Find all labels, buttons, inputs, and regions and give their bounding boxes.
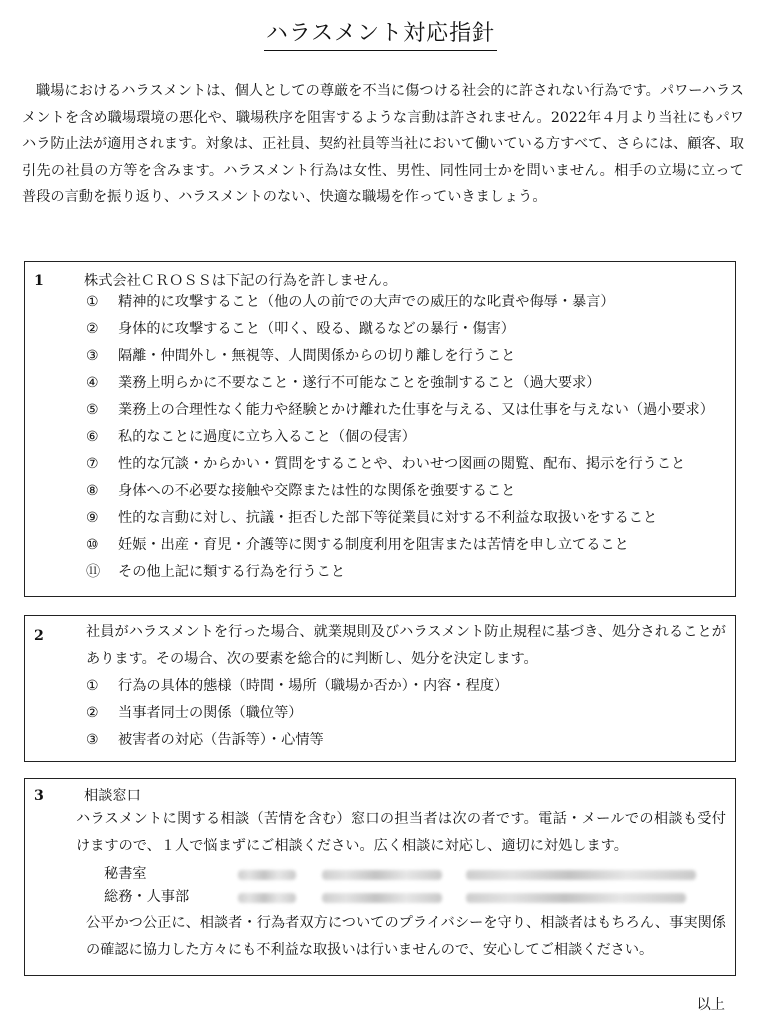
redacted-name: [238, 870, 296, 880]
list-item: [86, 505, 753, 532]
contact-row: [104, 864, 704, 884]
section-2-number: 2: [34, 628, 44, 644]
contact-row: [104, 887, 704, 907]
item-text: 当事者同士の関係（職位等）: [118, 705, 303, 721]
section-1-number: 1: [34, 273, 44, 289]
item-marker: ①: [86, 294, 99, 310]
item-text: 行為の具体的態様（時間・場所（職場か否か）・内容・程度）: [118, 678, 509, 694]
end-mark: 以上: [696, 997, 725, 1013]
item-text: 性的な冗談・からかい・質問をすることや、わいせつ図画の閲覧、配布、掲示を行うこと: [118, 456, 686, 472]
item-text: その他上記に類する行為を行うこと: [118, 564, 346, 580]
list-item: [86, 673, 753, 700]
item-marker: ④: [86, 375, 99, 391]
item-text: 隔離・仲間外し・無視等、人間関係からの切り離しを行うこと: [118, 348, 516, 364]
item-text: 精神的に攻撃すること（他の人の前での大声での威圧的な叱責や侮辱・暴言）: [118, 294, 615, 310]
item-marker: ⑤: [86, 402, 99, 418]
list-item: [86, 370, 753, 397]
contact-dept: 秘書室: [104, 866, 147, 882]
item-marker: ⑩: [86, 537, 99, 553]
section-1-heading: [34, 271, 397, 291]
section-3-heading-text: 相談窓口: [84, 788, 141, 804]
item-marker: ③: [86, 348, 99, 364]
section-2-heading: 社員がハラスメントを行った場合、就業規則及びハラスメント防止規程に基づき、処分されることがあります。その場合、次の要素を総合的に判断し、処分を決定します。: [86, 624, 726, 667]
list-item: [86, 478, 753, 505]
item-marker: ⑨: [86, 510, 99, 526]
item-text: 性的な言動に対し、抗議・拒否した部下等従業員に対する不利益な取扱いをすること: [118, 510, 658, 526]
contact-dept: 総務・人事部: [104, 889, 190, 905]
redacted-email: [466, 893, 686, 903]
item-marker: ⑦: [86, 456, 99, 472]
list-item: [86, 700, 753, 727]
item-text: 妊娠・出産・育児・介護等に関する制度利用を阻害または苦情を申し立てること: [118, 537, 629, 553]
item-text: 被害者の対応（告訴等）・心情等: [118, 732, 324, 748]
list-item: [86, 316, 753, 343]
item-text: 身体への不必要な接触や交際または性的な関係を強要すること: [118, 483, 516, 499]
list-item: [86, 559, 753, 586]
document-title: [0, 16, 761, 51]
list-item: [86, 532, 753, 559]
redacted-email: [466, 870, 696, 880]
section-3-body: ハラスメントに関する相談（苦情を含む）窓口の担当者は次の者です。電話・メールでの相談も受付けますので、１人で悩まずにご相談ください。広く相談に対応し、適切に対処します。: [76, 811, 726, 854]
list-item: [86, 397, 753, 424]
section-1-heading-text: 株式会社ＣＲＯＳＳは下記の行為を許しません。: [84, 273, 397, 289]
intro-paragraph: 職場におけるハラスメントは、個人としての尊厳を不当に傷つける社会的に許されない行為です。パワーハラスメントを含め職場環境の悪化や、職場秩序を阻害するような言動は許されません。2022年４月より当社にもパワハラ防止法が適用されます。対象は、正社員、契約社員等当社において働いている方すべて、さらには、顧客、取引先の社員の方等を含みます。ハラスメント行為は女性、男性、同性同士かを問いません。相手の立場に立って普段の言動を振り返り、ハラスメントのない、快適な職場を作っていきましょう。: [22, 83, 744, 205]
section-1-list: [86, 289, 753, 586]
item-text: 業務上明らかに不要なこと・遂行不可能なことを強制すること（過大要求）: [118, 375, 601, 391]
item-marker: ⑥: [86, 429, 99, 445]
item-text: 身体的に攻撃すること（叩く、殴る、蹴るなどの暴行・傷害）: [118, 321, 515, 337]
section-3-number: 3: [34, 788, 44, 804]
section-2-number-wrap: [34, 626, 84, 646]
section-3-closing: 公平かつ公正に、相談者・行為者双方についてのプライバシーを守り、相談者はもちろん、事実関係の確認に協力した方々にも不利益な取扱いは行いませんので、安心してご相談ください。: [86, 915, 726, 958]
redacted-phone: [322, 870, 442, 880]
item-marker: ⑧: [86, 483, 99, 499]
document-title-text: ハラスメント対応指針: [264, 16, 497, 51]
redacted-phone: [322, 893, 442, 903]
item-text: 業務上の合理性なく能力や経験とかけ離れた仕事を与える、又は仕事を与えない（過小要求）: [118, 402, 714, 418]
list-item: [86, 289, 753, 316]
item-marker: ⑪: [86, 564, 101, 580]
section-2-list: [86, 673, 753, 754]
list-item: [86, 451, 753, 478]
item-marker: ③: [86, 732, 99, 748]
item-text: 私的なことに過度に立ち入ること（個の侵害）: [118, 429, 416, 445]
redacted-name: [238, 893, 296, 903]
item-marker: ①: [86, 678, 99, 694]
list-item: [86, 727, 753, 754]
list-item: [86, 424, 753, 451]
item-marker: ②: [86, 705, 99, 721]
section-3-heading: [34, 786, 141, 806]
item-marker: ②: [86, 321, 99, 337]
list-item: [86, 343, 753, 370]
